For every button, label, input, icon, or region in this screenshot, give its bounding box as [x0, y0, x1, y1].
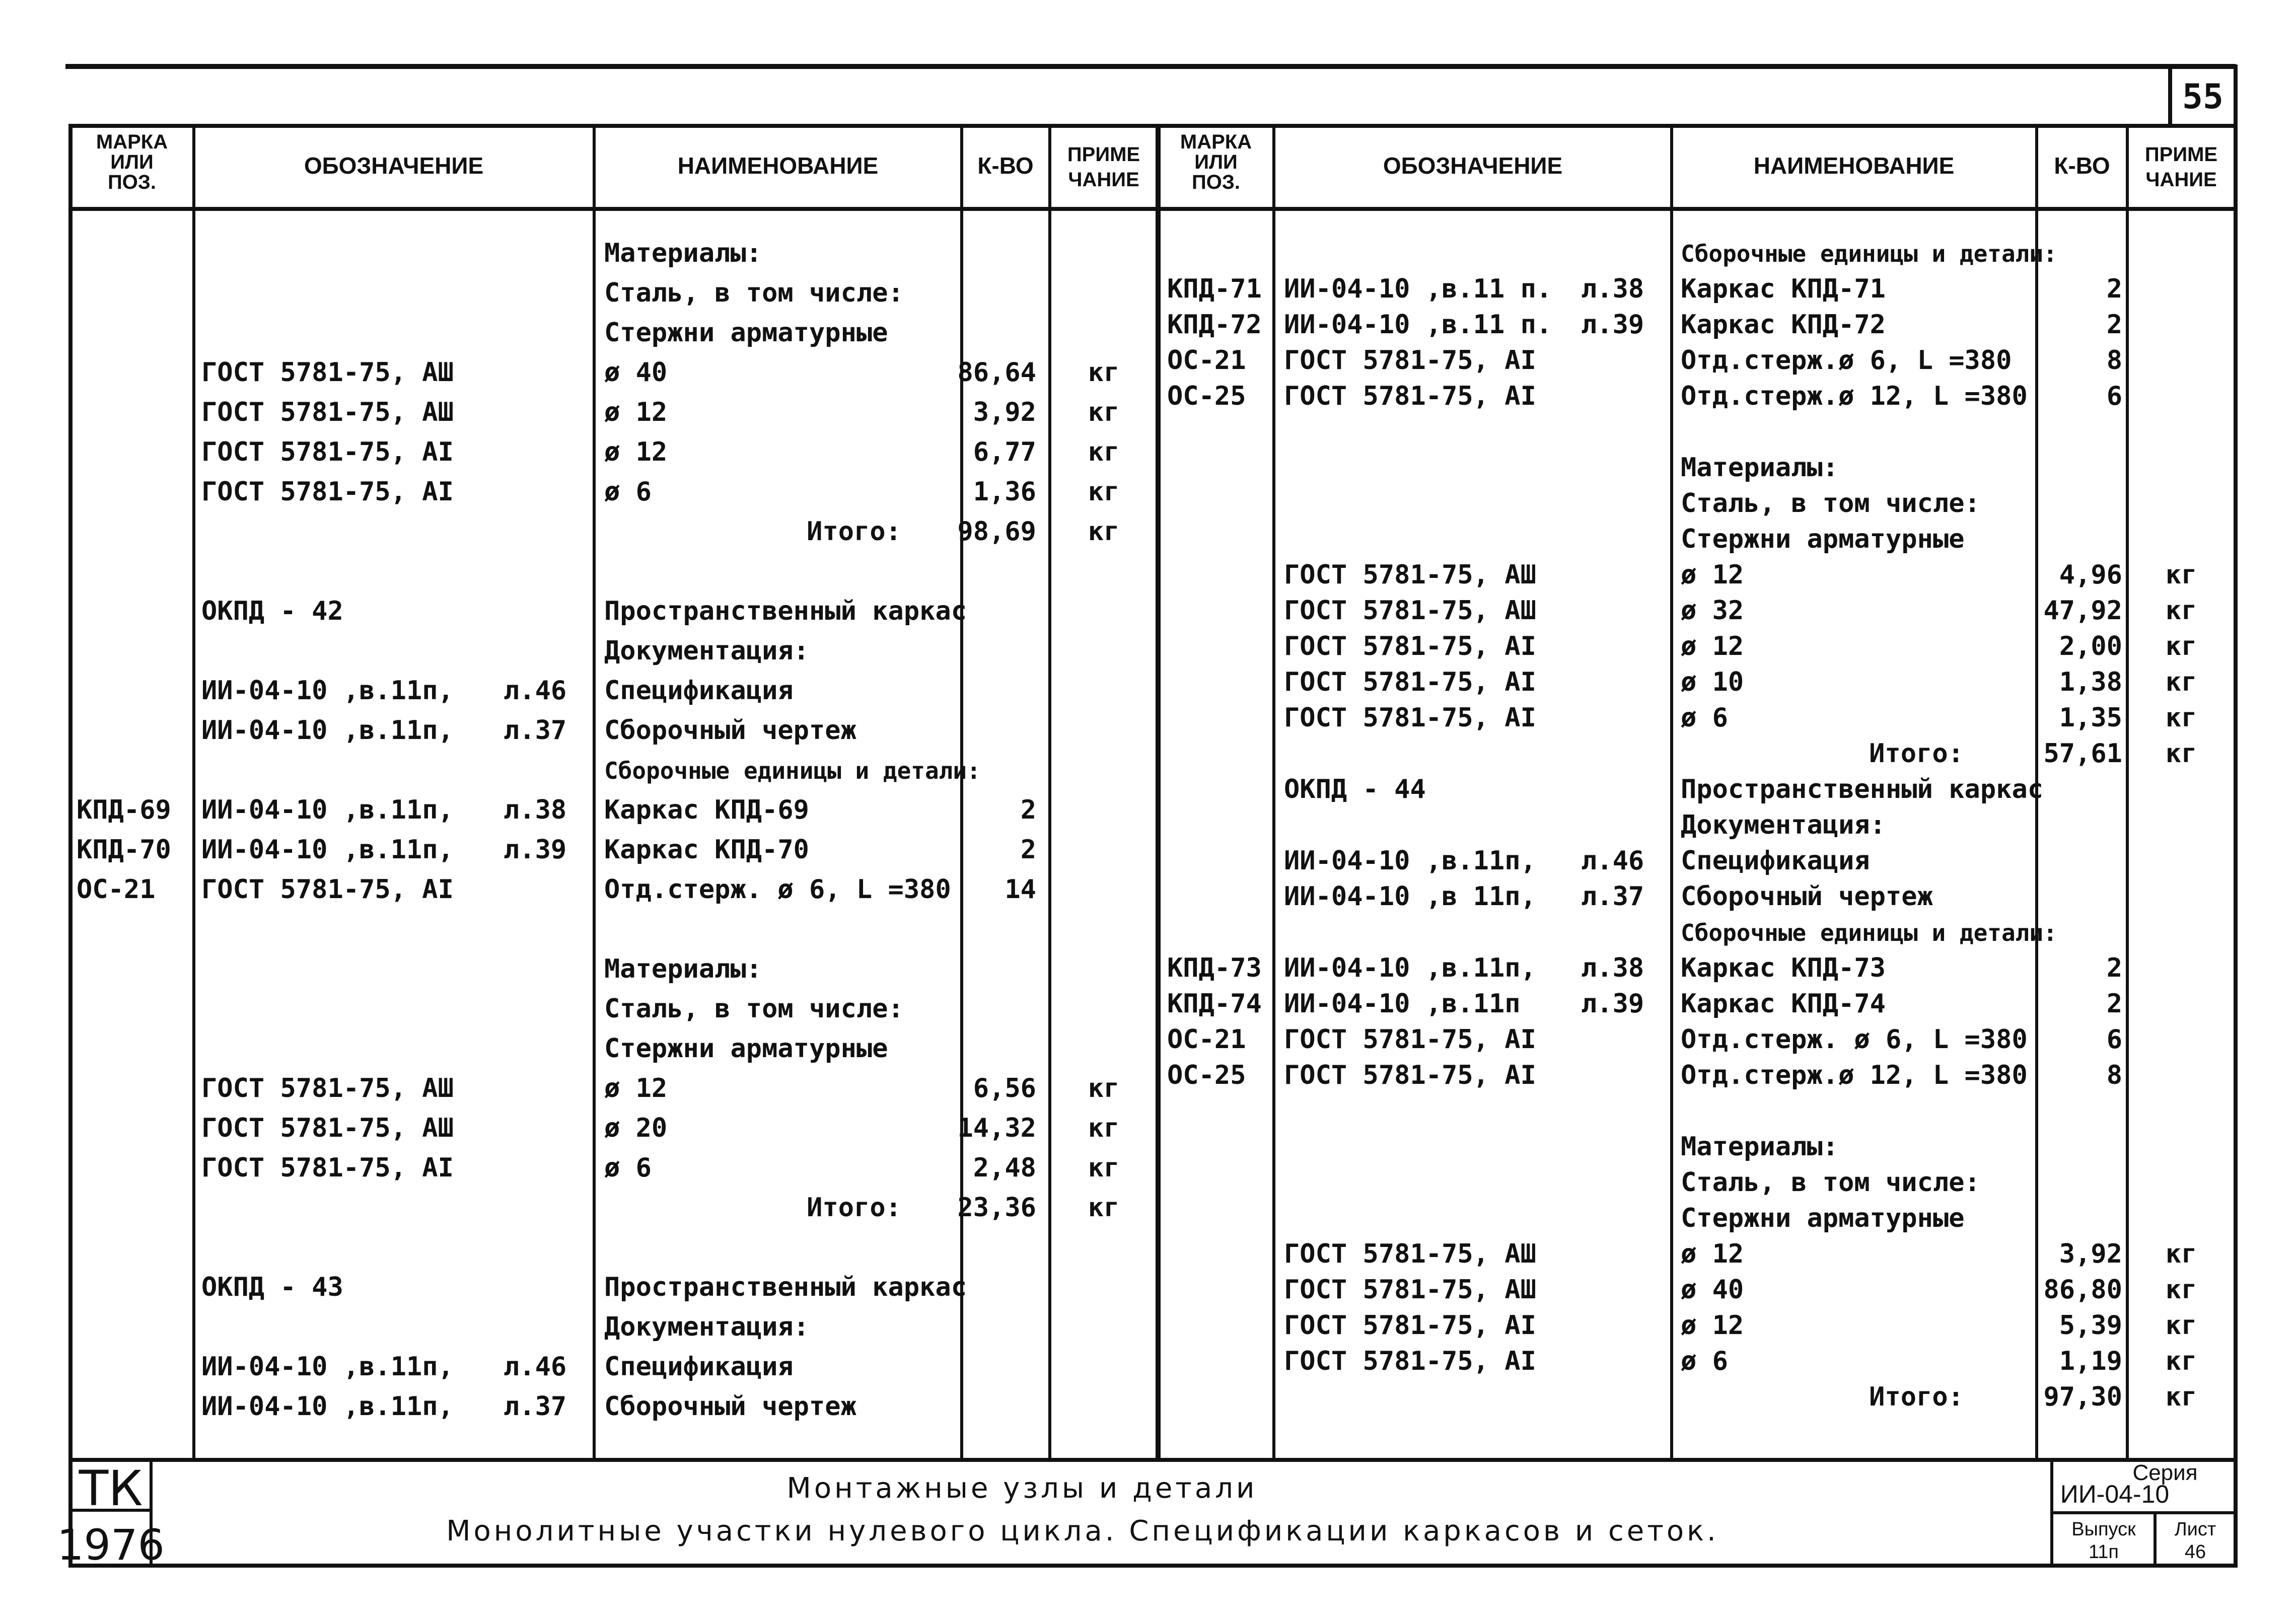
row-designation: ГОСТ 5781-75, АI	[201, 437, 454, 467]
row-note: кг	[1088, 397, 1120, 427]
row-name: Пространственный каркас	[604, 596, 967, 626]
header-name: НАИМЕНОВАНИЕ	[677, 153, 879, 179]
row-designation: ИИ-04-10 ,в.11п,	[201, 835, 454, 865]
title-block	[57, 1460, 2236, 1570]
row-note: кг	[2165, 1239, 2197, 1269]
row-mark: КПД-69	[77, 795, 171, 825]
header-qty-right: К-ВО	[2054, 153, 2110, 179]
row-note: кг	[2165, 1310, 2197, 1341]
header-note-1-right: ПРИМЕ	[2144, 143, 2218, 166]
row-designation: ИИ-04-10 ,в.11 п.	[1284, 274, 1552, 304]
header-designation: ОБОЗНАЧЕНИЕ	[304, 153, 484, 179]
row-note: кг	[2165, 667, 2197, 697]
header-mark-2-right: ИЛИ	[1194, 151, 1238, 173]
row-name: Каркас КПД-72	[1681, 310, 1886, 340]
row-mark: КПД-70	[77, 835, 171, 865]
row-designation: ГОСТ 5781-75, АI	[1284, 1310, 1536, 1341]
row-name: Спецификация	[1681, 846, 1870, 876]
page-number-box	[65, 66, 2236, 126]
row-name: ø 20	[604, 1113, 668, 1143]
row-designation: ГОСТ 5781-75, АШ	[201, 397, 454, 427]
row-qty: 6,56	[973, 1073, 1036, 1103]
row-name: Сталь, в том числе:	[604, 994, 904, 1024]
row-name: Итого:	[1869, 1382, 1964, 1412]
row-designation: ГОСТ 5781-75, АI	[201, 477, 454, 507]
row-name: ø 6	[1681, 703, 1728, 733]
row-name: Итого:	[807, 517, 901, 547]
row-note: кг	[1088, 1073, 1120, 1103]
row-name: Сборочный чертеж	[1681, 881, 1933, 912]
sheet-value: 46	[2184, 1541, 2206, 1563]
row-name: Сталь, в том числе:	[1681, 1167, 1980, 1198]
row-designation: ИИ-04-10 ,в.11п,	[201, 1352, 454, 1382]
row-qty: 2,48	[973, 1153, 1036, 1183]
row-designation: ИИ-04-10 ,в 11п,	[1284, 881, 1536, 912]
row-name: ø 6	[1681, 1346, 1728, 1376]
row-note: кг	[2165, 739, 2197, 769]
row-name: Пространственный каркас	[1681, 774, 2044, 804]
row-qty: 14,32	[957, 1113, 1036, 1143]
sheet-label: Лист	[2174, 1519, 2216, 1540]
row-designation: ГОСТ 5781-75, АШ	[1284, 560, 1536, 590]
header-name-right: НАИМЕНОВАНИЕ	[1753, 153, 1955, 179]
row-name: ø 6	[604, 477, 652, 507]
row-name: Сборочные единицы и детали:	[1681, 240, 2057, 267]
row-qty: 86,80	[2043, 1275, 2122, 1305]
row-mark: КПД-71	[1167, 274, 1262, 304]
row-sheet-ref: л.39	[1581, 310, 1644, 340]
row-qty: 8	[2106, 1060, 2122, 1090]
row-qty: 97,30	[2043, 1382, 2122, 1412]
row-name: Пространственный каркас	[604, 1272, 967, 1302]
row-name: ø 12	[1681, 1239, 1744, 1269]
row-note: кг	[1088, 1113, 1120, 1143]
row-qty: 57,61	[2043, 739, 2122, 769]
header-designation-right: ОБОЗНАЧЕНИЕ	[1383, 153, 1563, 179]
row-note: кг	[1088, 477, 1120, 507]
row-name: Сборочный чертеж	[604, 715, 856, 746]
row-note: кг	[1088, 1153, 1120, 1183]
row-name: Каркас КПД-70	[604, 835, 809, 865]
table-header-left	[96, 131, 1140, 193]
table-header-right	[1180, 131, 2217, 193]
row-note: кг	[2165, 560, 2197, 590]
row-designation: ГОСТ 5781-75, АI	[1284, 667, 1536, 697]
row-designation: ИИ-04-10 ,в.11п,	[201, 795, 454, 825]
row-qty: 2	[2106, 310, 2122, 340]
row-name: Сталь, в том числе:	[604, 278, 904, 308]
row-designation: ИИ-04-10 ,в.11п,	[201, 1391, 454, 1422]
row-qty: 6	[2106, 381, 2122, 411]
row-mark: КПД-73	[1167, 953, 1262, 983]
row-name: ø 12	[604, 397, 668, 427]
row-name: Стержни арматурные	[1681, 1203, 1965, 1233]
row-name: Отд.стерж.ø 12, L =380	[1681, 1060, 2028, 1090]
row-name: Материалы:	[604, 238, 762, 268]
row-qty: 1,38	[2059, 667, 2122, 697]
row-qty: 3,92	[2059, 1239, 2122, 1269]
row-name: Отд.стерж. ø 6, L =380	[1681, 1024, 2028, 1055]
row-qty: 3,92	[973, 397, 1036, 427]
row-qty: 98,69	[957, 517, 1036, 547]
row-qty: 8	[2106, 345, 2122, 376]
row-name: ø 12	[1681, 560, 1744, 590]
row-designation: ИИ-04-10 ,в.11п,	[201, 715, 454, 746]
row-qty: 6,77	[973, 437, 1036, 467]
row-name: ø 32	[1681, 596, 1744, 626]
stamp-letters: ТК	[79, 1460, 143, 1517]
row-name: Итого:	[807, 1193, 901, 1223]
header-mark-3: ПОЗ.	[107, 171, 157, 193]
row-qty: 2	[1020, 795, 1036, 825]
row-qty: 86,64	[957, 357, 1036, 388]
row-name: Итого:	[1869, 739, 1964, 769]
row-mark: ОС-21	[77, 874, 156, 905]
row-designation: ИИ-04-10 ,в.11п,	[1284, 953, 1536, 983]
row-note: кг	[2165, 703, 2197, 733]
row-sheet-ref: л.39	[1581, 989, 1644, 1019]
row-name: Отд.стерж.ø 12, L =380	[1681, 381, 2028, 411]
header-note-1: ПРИМЕ	[1067, 143, 1140, 166]
row-name: Сборочные единицы и детали:	[604, 757, 981, 784]
row-qty: 2	[2106, 274, 2122, 304]
row-qty: 4,96	[2059, 560, 2122, 590]
header-mark-3-right: ПОЗ.	[1191, 171, 1241, 193]
row-name: Сборочные единицы и детали:	[1681, 919, 2057, 946]
row-name: Спецификация	[604, 1352, 794, 1382]
row-note: кг	[2165, 1382, 2197, 1412]
row-name: ø 40	[1681, 1275, 1744, 1305]
row-name: Каркас КПД-73	[1681, 953, 1886, 983]
row-note: кг	[1088, 517, 1120, 547]
row-name: Отд.стерж. ø 6, L =380	[604, 874, 951, 905]
page-number: 55	[2182, 77, 2223, 117]
row-qty: 47,92	[2043, 596, 2122, 626]
row-designation: ГОСТ 5781-75, АI	[201, 874, 454, 905]
row-sheet-ref: л.38	[504, 795, 567, 825]
spec-table-right	[1167, 240, 2197, 1412]
row-name: ø 12	[604, 437, 668, 467]
row-name: Стержни арматурные	[604, 1034, 888, 1064]
row-designation: ОКПД - 42	[201, 596, 343, 626]
row-name: Документация:	[1681, 810, 1886, 840]
row-designation: ГОСТ 5781-75, АI	[1284, 703, 1536, 733]
row-sheet-ref: л.46	[1581, 846, 1644, 876]
row-designation: ИИ-04-10 ,в.11п	[1284, 989, 1521, 1019]
row-name: Документация:	[604, 636, 809, 666]
series-value: ИИ-04-10	[2060, 1480, 2170, 1508]
row-qty: 5,39	[2059, 1310, 2122, 1341]
row-name: Спецификация	[604, 676, 794, 706]
row-qty: 2	[2106, 989, 2122, 1019]
row-name: Каркас КПД-69	[604, 795, 809, 825]
header-mark-2: ИЛИ	[110, 151, 154, 173]
row-designation: ГОСТ 5781-75, АШ	[1284, 596, 1536, 626]
row-name: Отд.стерж.ø 6, L =380	[1681, 345, 2012, 376]
row-sheet-ref: л.37	[504, 1391, 567, 1422]
row-note: кг	[2165, 1346, 2197, 1376]
row-designation: ГОСТ 5781-75, АШ	[201, 357, 454, 388]
row-name: Материалы:	[1681, 1132, 1839, 1162]
row-sheet-ref: л.46	[504, 1352, 567, 1382]
row-sheet-ref: л.38	[1581, 953, 1644, 983]
title-line-1: Монтажные узлы и детали	[786, 1472, 1258, 1505]
row-name: Стержни арматурные	[1681, 524, 1965, 554]
row-qty: 23,36	[957, 1193, 1036, 1223]
row-designation: ГОСТ 5781-75, АI	[1284, 1024, 1536, 1055]
row-name: Материалы:	[604, 954, 762, 984]
header-qty: К-ВО	[977, 153, 1034, 179]
row-mark: ОС-25	[1167, 1060, 1246, 1090]
row-note: кг	[2165, 596, 2197, 626]
row-qty: 1,36	[973, 477, 1036, 507]
row-designation: ГОСТ 5781-75, АI	[1284, 345, 1536, 376]
row-sheet-ref: л.37	[1581, 881, 1644, 912]
row-designation: ГОСТ 5781-75, АI	[1284, 631, 1536, 661]
row-designation: ГОСТ 5781-75, АI	[1284, 381, 1536, 411]
row-qty: 2	[1020, 835, 1036, 865]
row-designation: ИИ-04-10 ,в.11п,	[201, 676, 454, 706]
issue-value: 11п	[2088, 1541, 2119, 1563]
row-designation: ГОСТ 5781-75, АШ	[1284, 1239, 1536, 1269]
row-mark: ОС-21	[1167, 1024, 1246, 1055]
row-name: ø 6	[604, 1153, 652, 1183]
row-note: кг	[1088, 357, 1120, 388]
issue-label: Выпуск	[2071, 1519, 2136, 1540]
row-designation: ГОСТ 5781-75, АШ	[201, 1073, 454, 1103]
row-note: кг	[1088, 1193, 1120, 1223]
series-label: Серия	[2132, 1460, 2198, 1485]
row-sheet-ref: л.46	[504, 676, 567, 706]
row-designation: ОКПД - 44	[1284, 774, 1426, 804]
header-mark-1: МАРКА	[96, 131, 168, 153]
row-qty: 2	[2106, 953, 2122, 983]
row-designation: ГОСТ 5781-75, АI	[1284, 1346, 1536, 1376]
row-note: кг	[1088, 437, 1120, 467]
title-line-2: Монолитные участки нулевого цикла. Спецификации каркасов и сеток.	[446, 1515, 1719, 1547]
stamp-year: 1976	[57, 1520, 165, 1570]
row-qty: 14	[1004, 874, 1036, 905]
row-mark: ОС-25	[1167, 381, 1246, 411]
row-sheet-ref: л.37	[504, 715, 567, 746]
row-qty: 1,35	[2059, 703, 2122, 733]
row-designation: ИИ-04-10 ,в.11 п.	[1284, 310, 1552, 340]
row-sheet-ref: л.38	[1581, 274, 1644, 304]
row-name: Документация:	[604, 1312, 809, 1342]
row-designation: ГОСТ 5781-75, АI	[1284, 1060, 1536, 1090]
row-note: кг	[2165, 631, 2197, 661]
row-designation: ГОСТ 5781-75, АШ	[1284, 1275, 1536, 1305]
row-name: Материалы:	[1681, 453, 1839, 483]
row-name: Сборочный чертеж	[604, 1391, 856, 1422]
row-name: ø 12	[1681, 631, 1744, 661]
row-qty: 2,00	[2059, 631, 2122, 661]
row-name: ø 12	[1681, 1310, 1744, 1341]
row-name: Стержни арматурные	[604, 318, 888, 348]
header-note-2-right: ЧАНИЕ	[2145, 169, 2217, 191]
header-mark-1-right: МАРКА	[1180, 131, 1252, 153]
header-note-2: ЧАНИЕ	[1068, 169, 1139, 191]
row-designation: ОКПД - 43	[201, 1272, 343, 1302]
row-mark: КПД-72	[1167, 310, 1262, 340]
row-note: кг	[2165, 1275, 2197, 1305]
row-name: Каркас КПД-71	[1681, 274, 1886, 304]
row-name: Каркас КПД-74	[1681, 989, 1886, 1019]
row-name: ø 12	[604, 1073, 668, 1103]
row-name: Сталь, в том числе:	[1681, 488, 1980, 519]
row-name: ø 10	[1681, 667, 1744, 697]
row-designation: ГОСТ 5781-75, АI	[201, 1153, 454, 1183]
row-designation: ГОСТ 5781-75, АШ	[201, 1113, 454, 1143]
row-mark: КПД-74	[1167, 989, 1262, 1019]
row-mark: ОС-21	[1167, 345, 1246, 376]
row-qty: 1,19	[2059, 1346, 2122, 1376]
row-qty: 6	[2106, 1024, 2122, 1055]
row-designation: ИИ-04-10 ,в.11п,	[1284, 846, 1536, 876]
row-sheet-ref: л.39	[504, 835, 567, 865]
row-name: ø 40	[604, 357, 668, 388]
